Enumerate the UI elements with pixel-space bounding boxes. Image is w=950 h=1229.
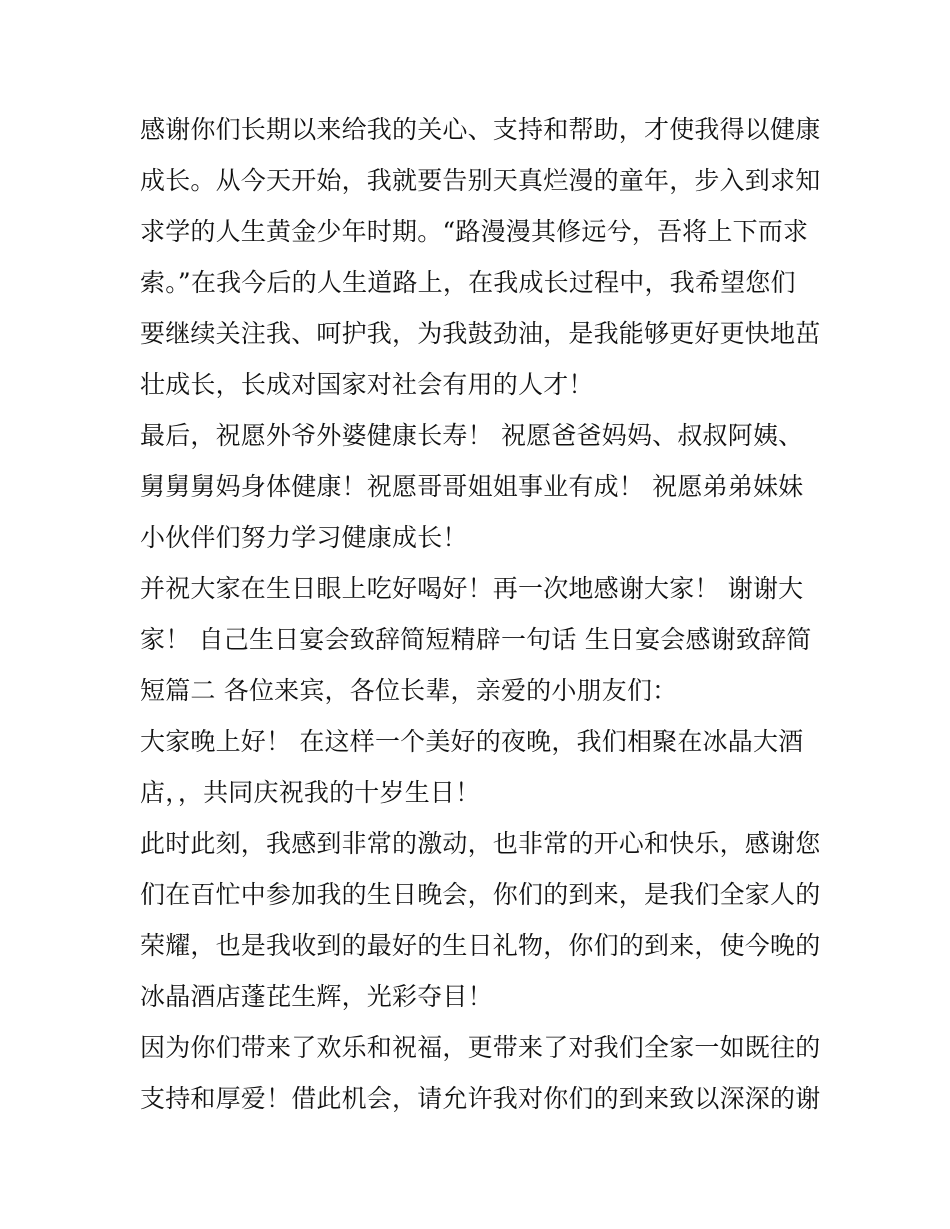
text-line: 因为你们带来了欢乐和祝福，更带来了对我们全家一如既往的 bbox=[140, 1033, 821, 1062]
text-line: 成长。从今天开始，我就要告别天真烂漫的童年，步入到求知 bbox=[140, 166, 821, 195]
document-body bbox=[140, 104, 820, 1124]
text-line: 舅舅舅妈身体健康！祝愿哥哥姐姐事业有成！ 祝愿弟弟妹妹 bbox=[140, 472, 804, 501]
text-line: 大家晚上好！ 在这样一个美好的夜晚，我们相聚在冰晶大酒 bbox=[140, 727, 804, 756]
text-line: 求学的人生黄金少年时期。“路漫漫其修远兮，吾将上下而求 bbox=[140, 217, 809, 246]
text-line: 要继续关注我、呵护我，为我鼓劲油，是我能够更好更快地茁 bbox=[140, 319, 821, 348]
text-line: 壮成长，长成对国家对社会有用的人才！ bbox=[140, 370, 594, 399]
text-line: 店，，共同庆祝我的十岁生日！ bbox=[140, 778, 481, 807]
text-line: 们在百忙中参加我的生日晚会，你们的到来，是我们全家人的 bbox=[140, 880, 821, 909]
text-line: 荣耀，也是我收到的最好的生日礼物，你们的到来，使今晚的 bbox=[140, 931, 821, 960]
text-line: 支持和厚爱！借此机会，请允许我对你们的到来致以深深的谢 bbox=[140, 1084, 821, 1113]
text-line: 小伙伴们努力学习健康成长！ bbox=[140, 523, 468, 552]
text-line: 冰晶酒店蓬芘生辉，光彩夺目！ bbox=[140, 982, 493, 1011]
text-line: 最后，祝愿外爷外婆健康长寿！ 祝愿爸爸妈妈、叔叔阿姨、 bbox=[140, 421, 804, 450]
text-line: 家！ 自己生日宴会致辞简短精辟一句话 生日宴会感谢致辞简 bbox=[140, 625, 812, 654]
text-line: 并祝大家在生日眼上吃好喝好！再一次地感谢大家！ 谢谢大 bbox=[140, 574, 804, 603]
text-line: 感谢你们长期以来给我的关心、支持和帮助，才使我得以健康 bbox=[140, 115, 821, 144]
text-line: 此时此刻，我感到非常的激动，也非常的开心和快乐，感谢您 bbox=[140, 829, 821, 858]
text-line: 索。”在我今后的人生道路上，在我成长过程中，我希望您们 bbox=[140, 268, 796, 297]
text-line: 短篇二 各位来宾，各位长辈，亲爱的小朋友们： bbox=[140, 676, 678, 705]
